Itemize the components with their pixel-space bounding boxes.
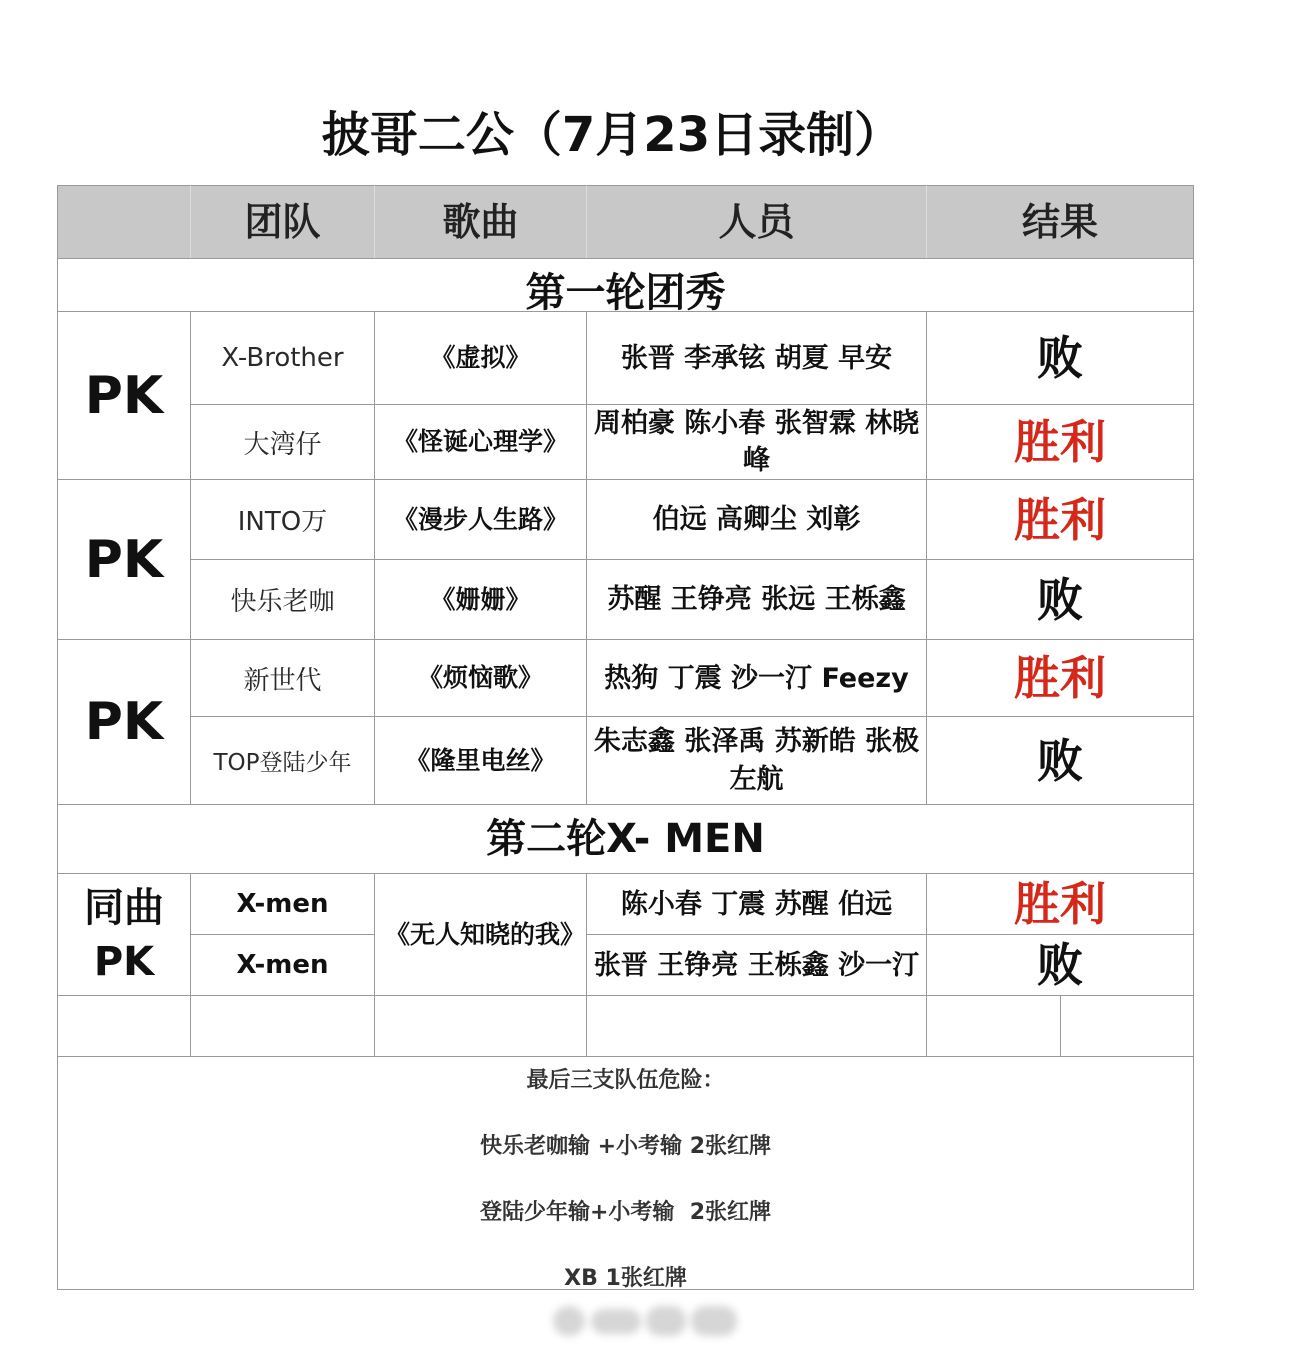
- result-cell-lose: 败: [926, 311, 1194, 405]
- pk-label: PK: [57, 639, 191, 805]
- song-cell: 《隆里电丝》: [374, 716, 587, 805]
- notes-line: 登陆少年输+小考输 2张红牌: [479, 1200, 772, 1225]
- same-song-label: 同曲: [84, 884, 164, 931]
- pk-label: PK: [57, 311, 191, 480]
- results-table: [57, 185, 1194, 1290]
- members-cell: 周柏豪 陈小春 张智霖 林晓峰: [586, 404, 927, 480]
- same-song-pk-label: [57, 873, 191, 996]
- empty-cell: [57, 995, 191, 1057]
- page-title: 披哥二公（7月23日录制）: [321, 107, 903, 163]
- result-cell-lose: 败: [926, 716, 1194, 805]
- result-cell-win: 胜利: [926, 404, 1194, 480]
- team-cell: INTO万: [190, 479, 375, 560]
- members-cell: 热狗 丁震 沙一汀 Feezy: [586, 639, 927, 717]
- members-cell: 张晋 王铮亮 王栎鑫 沙一汀: [586, 934, 927, 996]
- result-cell-win: 胜利: [926, 479, 1194, 560]
- result-cell-lose: 败: [926, 559, 1194, 640]
- song-cell: 《虚拟》: [374, 311, 587, 405]
- song-cell: 《无人知晓的我》: [374, 873, 587, 996]
- watermark: [553, 1302, 739, 1342]
- team-cell: X-Brother: [190, 311, 375, 405]
- result-cell-win: 胜利: [926, 639, 1194, 717]
- watermark-text-blur: [591, 1309, 641, 1334]
- result-cell-win: 胜利: [926, 873, 1194, 935]
- song-cell: 《烦恼歌》: [374, 639, 587, 717]
- team-cell: X-men: [190, 873, 375, 935]
- members-cell: 朱志鑫 张泽禹 苏新皓 张极左航: [586, 716, 927, 805]
- song-cell: 《漫步人生路》: [374, 479, 587, 560]
- team-cell: TOP登陆少年: [190, 716, 375, 805]
- watermark-logo-blur: [553, 1306, 585, 1336]
- header-song: 歌曲: [374, 185, 587, 259]
- watermark-text-blur: [691, 1306, 737, 1336]
- team-cell: 新世代: [190, 639, 375, 717]
- empty-cell: [586, 995, 927, 1057]
- notes-heading: 最后三支队伍危险：: [526, 1068, 725, 1093]
- result-cell-lose: 败: [926, 934, 1194, 996]
- header-team: 团队: [190, 185, 375, 259]
- notes-line: XB 1张红牌: [564, 1266, 687, 1290]
- round2-title: 第二轮X- MEN: [57, 804, 1194, 874]
- header-cell-blank: [57, 185, 191, 259]
- empty-cell: [926, 995, 1061, 1057]
- pk-label: PK: [57, 479, 191, 640]
- team-cell: X-men: [190, 934, 375, 996]
- watermark-text-blur: [646, 1306, 686, 1336]
- members-cell: 苏醒 王铮亮 张远 王栎鑫: [586, 559, 927, 640]
- notes-line: 快乐老咖输 +小考输 2张红牌: [479, 1134, 772, 1159]
- notes-cell: [57, 1056, 1194, 1290]
- members-cell: 伯远 高卿尘 刘彰: [586, 479, 927, 560]
- empty-cell: [374, 995, 587, 1057]
- empty-cell: [1060, 995, 1194, 1057]
- members-cell: 陈小春 丁震 苏醒 伯远: [586, 873, 927, 935]
- members-cell: 张晋 李承铉 胡夏 早安: [586, 311, 927, 405]
- empty-cell: [190, 995, 375, 1057]
- team-cell: 快乐老咖: [190, 559, 375, 640]
- pk-label: PK: [93, 938, 155, 985]
- header-result: 结果: [926, 185, 1194, 259]
- header-members: 人员: [586, 185, 927, 259]
- round1-title: 第一轮团秀: [57, 258, 1194, 312]
- song-cell: 《怪诞心理学》: [374, 404, 587, 480]
- team-cell: 大湾仔: [190, 404, 375, 480]
- song-cell: 《姗姗》: [374, 559, 587, 640]
